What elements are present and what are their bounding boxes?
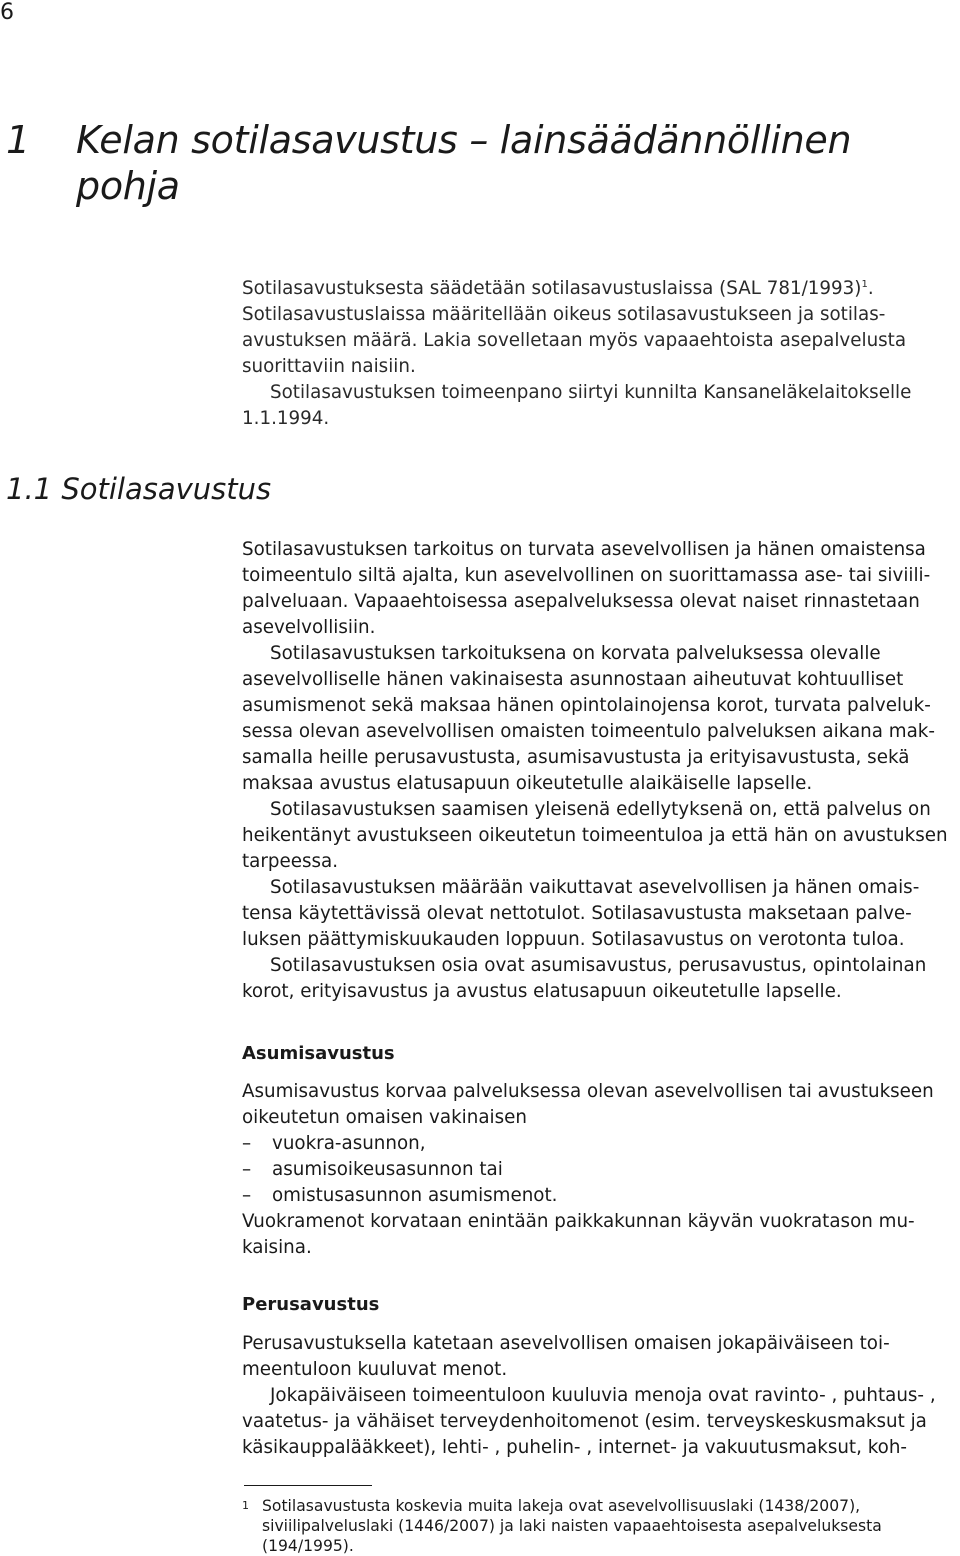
footnote-text: Sotilasavustusta koskevia muita lakeja ovat asevelvollisuuslaki (1438/2007), siviilipalveluslaki (1446/2007) ja laki naisten vapaaehtoisesta asepalveluksesta (194/1995). [262, 1497, 882, 1555]
basic-heading: Perusavustus [242, 1294, 380, 1315]
basic-paragraph-1: Perusavustuksella katetaan asevelvollisen omaisen jokapäiväiseen toimeentuloon kuuluvat menot. [242, 1333, 890, 1380]
purpose-paragraph: Sotilasavustuksen saamisen yleisenä edellytyksenä on, että palvelus on heikentänyt avustukseen oikeutetun toimeentuloa ja että hän on avustuksen tarpeessa. [242, 799, 948, 872]
purpose-block [242, 537, 954, 1005]
dash-bullet: – [242, 1185, 252, 1206]
list-item [242, 1183, 954, 1209]
basic-paragraph-2: Jokapäiväiseen toimeentuloon kuuluvia menoja ovat ravinto- , puhtaus- , vaatetus- ja vähäiset terveydenhoitomenot (esim. terveyskeskusmaksut ja käsikauppalääkkeet), lehti- , puhelin- , internet- ja vakuutusmaksut, koh- [242, 1385, 936, 1458]
section-title-text: Sotilasavustus [61, 472, 272, 506]
footnote [242, 1496, 954, 1556]
intro-paragraph-1 [242, 276, 954, 380]
purpose-paragraph: Sotilasavustuksen osia ovat asumisavustus, perusavustus, opintolainan korot, erityisavustus ja avustus elatusapuun oikeutetulle lapselle. [242, 955, 927, 1002]
housing-block [242, 1079, 954, 1261]
housing-list [242, 1131, 954, 1209]
purpose-paragraph: Sotilasavustuksen tarkoitus on turvata asevelvollisen ja hänen omaistensa toimeentulo siltä ajalta, kun asevelvollinen on suorittamassa ase- tai siviilipalveluaan. Vapaaehtoisessa asepalveluksessa olevat naiset rinnastetaan asevelvollisiin. [242, 539, 931, 638]
list-item-text: asumisoikeusasunnon tai [272, 1159, 503, 1180]
list-item [242, 1157, 954, 1183]
purpose-paragraph: Sotilasavustuksen määrään vaikuttavat asevelvollisen ja hänen omaistensa käytettävissä olevat nettotulot. Sotilasavustusta maksetaan palveluksen päättymiskuukauden loppuun. Sotilasavustus on verotonta tuloa. [242, 877, 920, 950]
chapter-title [6, 117, 946, 209]
footnote-reference: 1 [861, 278, 868, 290]
footnote-mark: 1 [242, 1499, 249, 1512]
section-number: 1.1 [6, 472, 53, 506]
intro-paragraph-2: Sotilasavustuksen toimeenpano siirtyi kunnilta Kansaneläkelaitokselle 1.1.1994. [242, 382, 912, 429]
purpose-paragraph: Sotilasavustuksen tarkoituksena on korvata palveluksessa olevalle asevelvolliselle hänen vakinaisesta asunnostaan aiheutuvat kohtuulliset asumismenot sekä maksaa hänen opintolainojensa korot, turvata palveluksessa olevan asevelvollisen omaisten toimeentulo palveluksen aikana maksamalla heille perusavustusta, asumisavustusta ja erityisavustusta, sekä maksaa avustus elatusapuun oikeutetulle alaikäiselle lapselle. [242, 643, 935, 794]
housing-heading: Asumisavustus [242, 1043, 395, 1064]
section-title [6, 471, 271, 507]
list-item-text: omistusasunnon asumismenot. [272, 1185, 558, 1206]
page-number: 6 [0, 0, 14, 25]
list-item-text: vuokra-asunnon, [272, 1133, 426, 1154]
basic-block [242, 1331, 954, 1461]
dash-bullet: – [242, 1133, 252, 1154]
list-item [242, 1131, 954, 1157]
chapter-number: 1 [6, 118, 30, 162]
footnote-divider [244, 1485, 372, 1486]
dash-bullet: – [242, 1159, 252, 1180]
chapter-title-text: Kelan sotilasavustus – lainsäädännöllinen pohja [76, 118, 852, 208]
intro-paragraph-1-text: Sotilasavustuksesta säädetään sotilasavustuslaissa (SAL 781/1993) [242, 278, 862, 299]
housing-closing: Vuokramenot korvataan enintään paikkakunnan käyvän vuokratason mukaisina. [242, 1211, 915, 1258]
intro-block [242, 276, 954, 432]
intro-paragraph-1-tail: . Sotilasavustuslaissa määritellään oikeus sotilasavustukseen ja sotilasavustuksen määrä. Lakia sovelletaan myös vapaaehtoista asepalvelusta suorittaviin naisiin. [242, 278, 907, 377]
housing-lead: Asumisavustus korvaa palveluksessa olevan asevelvollisen tai avustukseen oikeutetun omaisen vakinaisen [242, 1081, 934, 1128]
